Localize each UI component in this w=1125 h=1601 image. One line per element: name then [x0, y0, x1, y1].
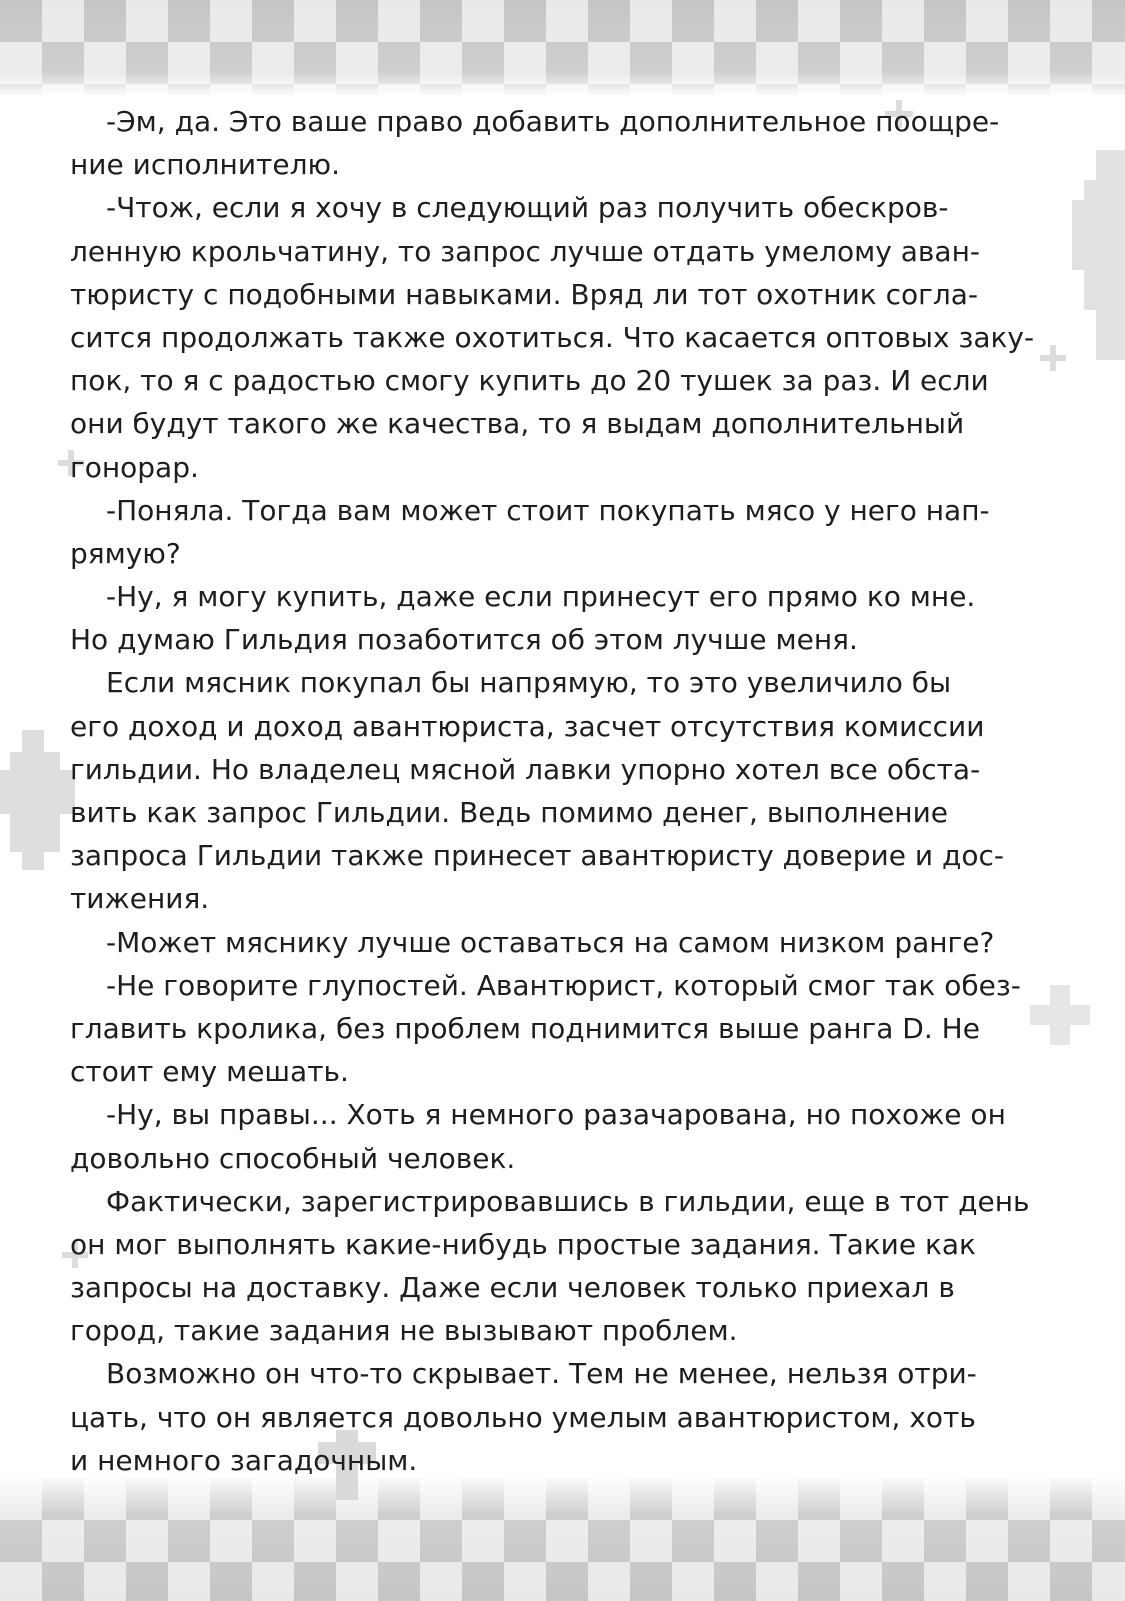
text-line: -Эм, да. Это ваше право добавить дополнительное поощре- — [106, 105, 1000, 138]
text-line: он мог выполнять какие-нибудь простые задания. Такие как — [70, 1227, 976, 1261]
text-line: цать, что он является довольно умелым авантюристом, хоть — [70, 1400, 976, 1434]
text-line: сится продолжать также охотиться. Что касается оптовых заку- — [70, 320, 1035, 354]
text-line: вить как запрос Гильдии. Ведь помимо денег, выполнение — [70, 796, 949, 829]
top-checker-pattern — [0, 0, 1125, 95]
text-line: Возможно он что-то скрывает. Тем не менее, нельзя отри- — [106, 1357, 977, 1391]
text-line: -Ну, вы правы... Хоть я немного разачарована, но похоже он — [106, 1098, 1006, 1132]
text-line: запросы на доставку. Даже если человек только приехал в — [70, 1271, 955, 1305]
text-line: ленную крольчатину, то запрос лучше отдать умелому аван- — [70, 234, 980, 268]
text-line: -Поняла. Тогда вам может стоит покупать мясо у него нап- — [106, 493, 990, 527]
text-line: главить кролика, без проблем поднимится выше ранга D. Не — [70, 1011, 980, 1045]
text-line: они будут такого же качества, то я выдам дополнительный — [70, 407, 965, 441]
text-line: и немного загадочным. — [70, 1443, 418, 1477]
text-line: ние исполнителю. — [70, 148, 340, 182]
text-line: -Может мяснику лучше оставаться на самом низком ранге? — [106, 925, 995, 959]
text-line: -Ну, я могу купить, даже если принесут его прямо ко мне. — [106, 580, 976, 614]
text-line: Если мясник покупал бы напрямую, то это увеличило бы — [106, 666, 952, 700]
text-line: гильдии. Но владелец мясной лавки упорно хотел все обста- — [70, 752, 981, 786]
text-line: запроса Гильдии также принесет авантюристу доверие и дос- — [70, 839, 1004, 873]
text-line: довольно способный человек. — [70, 1141, 516, 1175]
text-line: Фактически, зарегистрировавшись в гильдии, еще в тот день — [106, 1184, 1030, 1218]
text-line: стоит ему мешать. — [70, 1055, 349, 1089]
text-line: тижения. — [70, 882, 210, 916]
text-line: город, такие задания не вызывают проблем. — [70, 1314, 738, 1348]
text-line: -Чтож, если я хочу в следующий раз получить обескров- — [106, 191, 949, 225]
text-line: Но думаю Гильдия позаботится об этом лучше меня. — [70, 623, 858, 657]
text-line: рямую? — [70, 536, 181, 570]
text-line: его доход и доход авантюриста, засчет отсутствия комиссии — [70, 709, 985, 743]
text-line: тюристу с подобными навыками. Вряд ли тот охотник согла- — [70, 277, 979, 311]
text-line: гонорар. — [70, 450, 199, 484]
bottom-checker-pattern — [0, 1478, 1125, 1601]
text-line: пок, то я с радостью смогу купить до 20 тушек за раз. И если — [70, 364, 989, 398]
left-pixel-cross-decoration — [0, 730, 75, 870]
right-pixel-cross-decoration — [1072, 150, 1125, 360]
body-text — [70, 100, 1060, 1482]
text-line: -Не говорите глупостей. Авантюрист, который смог так обез- — [106, 968, 1021, 1002]
top-checker-border — [0, 0, 1125, 95]
bottom-checker-border — [0, 1478, 1125, 1601]
